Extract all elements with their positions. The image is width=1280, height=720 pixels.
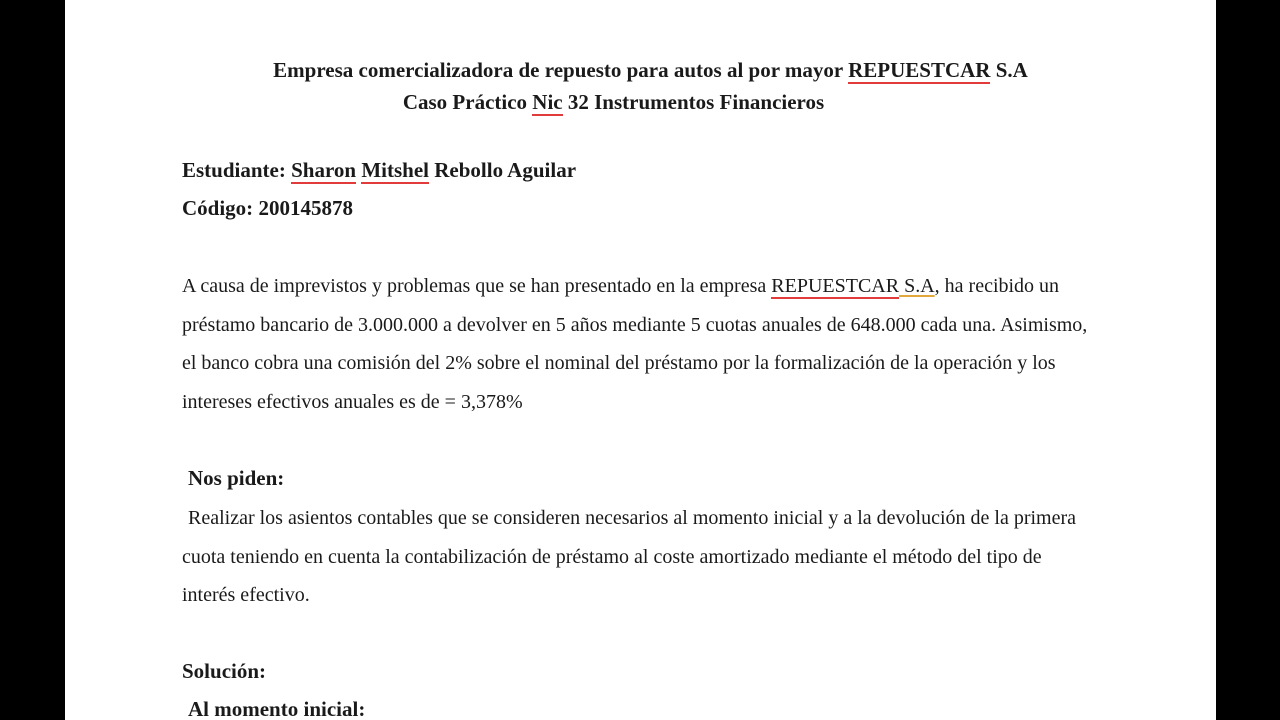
problem-company-suffix: S.A (899, 275, 935, 297)
code-label: Código: (182, 196, 259, 220)
title-line-2-suffix: 32 Instrumentos Financieros (562, 90, 825, 114)
nos-piden-heading: Nos piden: (188, 466, 285, 490)
student-last-name: Rebollo Aguilar (429, 158, 577, 182)
solucion-heading: Solución: (182, 659, 267, 683)
document-page (65, 0, 1216, 720)
momento-inicial-heading: Al momento inicial: (188, 697, 366, 720)
problem-company-name: REPUESTCAR (771, 275, 900, 297)
code-value: 200145878 (258, 196, 353, 220)
problem-text-rest: , ha recibido un préstamo bancario de 3.000.000 a devolver en 5 años mediante 5 cuotas anuales de 648.000 cada una. Asimismo, el banco cobra una comisión del 2% sobre el nominal del préstamo por la formalización de la operación y los intereses efectivos anuales es de = 3,378% (182, 275, 1088, 413)
student-label: Estudiante: (182, 158, 292, 182)
student-line (182, 158, 576, 183)
student-middle-name: Mitshel (361, 158, 429, 182)
title-line-1 (75, 54, 1216, 86)
problem-paragraph (182, 267, 1092, 421)
student-first-name: Sharon (291, 158, 357, 182)
title-line-2-text: Caso Práctico (402, 90, 533, 114)
request-paragraph: Realizar los asientos contables que se consideren necesarios al momento inicial y a la devolución de la primera cuota teniendo en cuenta la contabilización de préstamo al coste amortizado mediante el método del tipo de interés efectivo. (182, 507, 1077, 606)
title-company-name: REPUESTCAR (848, 58, 991, 82)
title-line-1-suffix: S.A (990, 58, 1028, 82)
title-line-2 (65, 86, 1189, 118)
title-nic: Nic (532, 90, 563, 114)
title-line-1-text: Empresa comercializadora de repuesto para autos al por mayor (273, 58, 849, 82)
problem-text-start: A causa de imprevistos y problemas que se han presentado en la empresa (182, 275, 772, 297)
code-line (182, 196, 353, 221)
document-title (65, 54, 1216, 118)
